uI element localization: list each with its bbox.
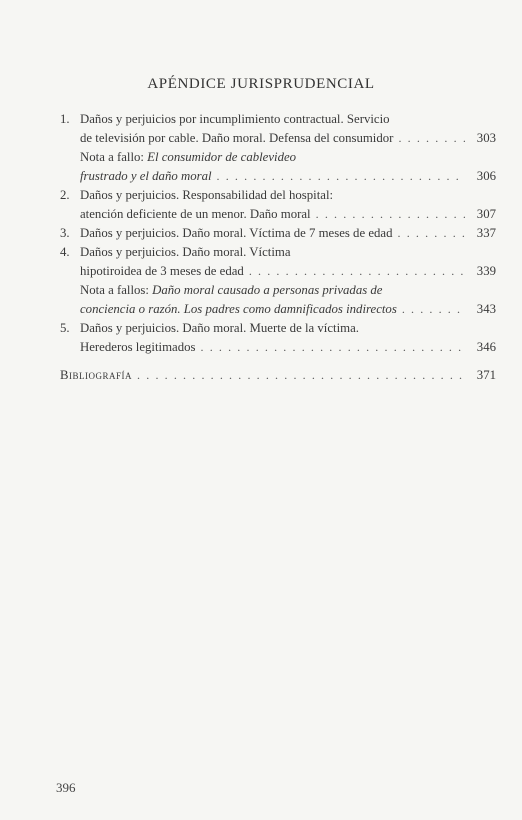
entry-text: Daños y perjuicios. Daño moral. Muerte de la víctima. bbox=[80, 321, 359, 335]
toc-entry-line[interactable] bbox=[60, 262, 496, 280]
leader-dots bbox=[249, 262, 465, 280]
page-ref: 346 bbox=[476, 340, 496, 354]
page-ref: 371 bbox=[476, 368, 496, 382]
note-prefix: Nota a fallos: bbox=[80, 283, 153, 297]
toc-entry-line[interactable] bbox=[60, 338, 496, 356]
toc-entry[interactable] bbox=[60, 224, 496, 242]
page-heading: APÉNDICE JURISPRUDENCIAL bbox=[147, 76, 375, 92]
page-ref: 303 bbox=[476, 131, 496, 145]
page-ref: 337 bbox=[476, 226, 496, 240]
page-ref: 306 bbox=[476, 169, 496, 183]
leader-dots bbox=[402, 300, 465, 318]
leader-dots bbox=[201, 338, 466, 356]
note-title: Daño moral causado a personas privadas de bbox=[152, 283, 383, 297]
toc-note-line[interactable] bbox=[60, 167, 496, 185]
entry-text: atención deficiente de un menor. Daño moral bbox=[80, 207, 311, 221]
toc-note[interactable] bbox=[60, 148, 496, 166]
entry-text: hipotiroidea de 3 meses de edad bbox=[80, 264, 244, 278]
toc-note[interactable] bbox=[60, 281, 496, 299]
page-number: 396 bbox=[56, 780, 76, 795]
leader-dots bbox=[398, 224, 466, 242]
toc-entry[interactable] bbox=[60, 243, 496, 261]
toc-note-line[interactable] bbox=[60, 300, 496, 318]
toc-entry[interactable] bbox=[60, 319, 496, 337]
note-title: frustrado y el daño moral bbox=[80, 169, 212, 183]
note-title: El consumidor de cablevideo bbox=[147, 150, 297, 164]
toc-entry[interactable] bbox=[60, 110, 496, 128]
entry-text: Daños y perjuicios. Responsabilidad del hospital: bbox=[80, 188, 334, 202]
leader-dots bbox=[217, 167, 465, 185]
page-ref: 307 bbox=[476, 207, 496, 221]
page-ref: 339 bbox=[476, 264, 496, 278]
toc-bibliography[interactable] bbox=[60, 366, 496, 384]
entry-number: 1. bbox=[60, 112, 70, 126]
entry-text: Daños y perjuicios. Daño moral. Víctima de 7 meses de edad bbox=[80, 226, 393, 240]
bibliography-label: Bibliografía bbox=[60, 368, 133, 382]
toc-entry-line[interactable] bbox=[60, 129, 496, 147]
entry-number: 2. bbox=[60, 188, 70, 202]
entry-text: de televisión por cable. Daño moral. Defensa del consumidor bbox=[80, 131, 394, 145]
toc-entry[interactable] bbox=[60, 186, 496, 204]
entry-text: Daños y perjuicios. Daño moral. Víctima bbox=[80, 245, 291, 259]
entry-number: 4. bbox=[60, 245, 70, 259]
entry-text: Herederos legitimados bbox=[80, 340, 196, 354]
note-title: conciencia o razón. Los padres como damnificados indirectos bbox=[80, 302, 397, 316]
entry-text: Daños y perjuicios por incumplimiento contractual. Servicio bbox=[80, 112, 390, 126]
note-prefix: Nota a fallo: bbox=[80, 150, 148, 164]
leader-dots bbox=[137, 366, 465, 384]
entry-number: 3. bbox=[60, 226, 70, 240]
page-ref: 343 bbox=[476, 302, 496, 316]
leader-dots bbox=[398, 129, 465, 147]
leader-dots bbox=[316, 205, 465, 223]
entry-number: 5. bbox=[60, 321, 70, 335]
toc-entry-line[interactable] bbox=[60, 205, 496, 223]
